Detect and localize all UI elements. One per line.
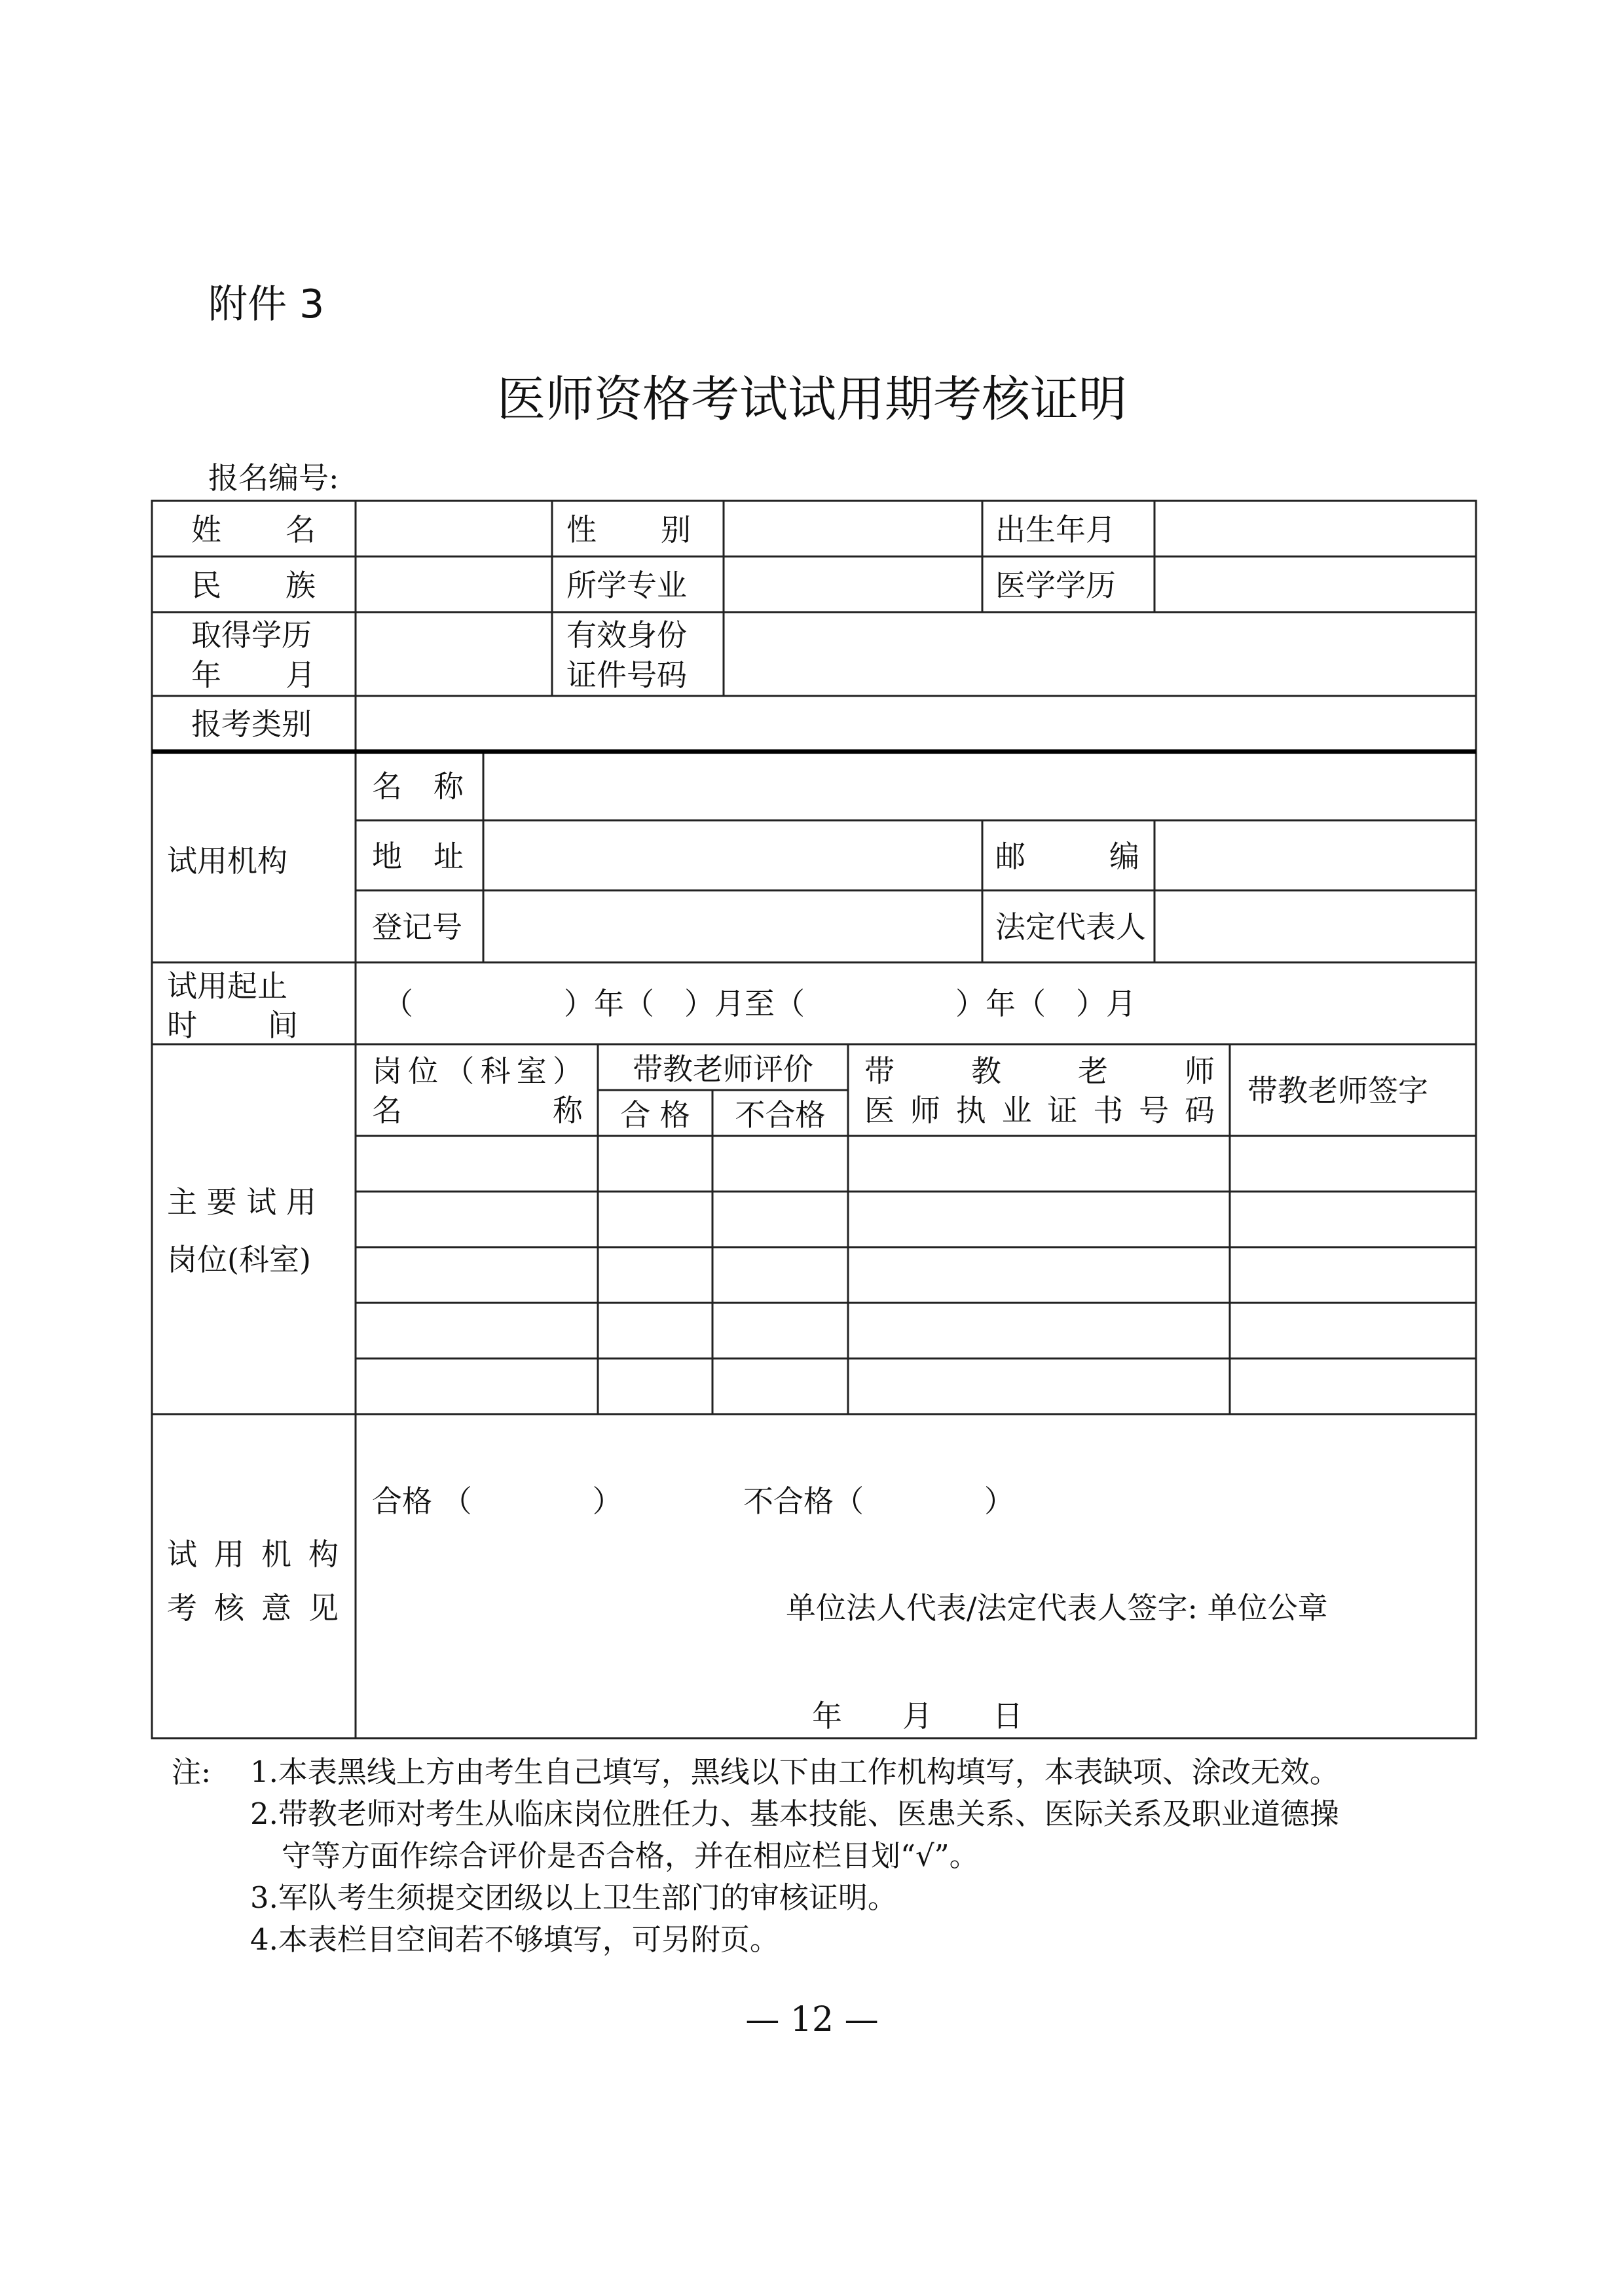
- post-row[interactable]: [356, 1247, 1476, 1303]
- fail-header: 不合格: [735, 1097, 826, 1133]
- trial-period-field[interactable]: （ ）年（ ）月至（ ）年（ ）月: [383, 986, 1136, 1021]
- inst-name-field[interactable]: [483, 752, 1476, 820]
- inst-name-label: 名 称: [372, 769, 464, 804]
- review-fail-option[interactable]: 不合格（ ）: [743, 1484, 1014, 1519]
- note-item: 4.本表栏目空间若不够填写，可另附页。: [250, 1922, 779, 1957]
- birth-field[interactable]: [1154, 501, 1476, 556]
- mentor-eval-header: 带教老师评价: [633, 1051, 813, 1087]
- institution-label: 试用机构: [167, 843, 287, 879]
- mentor-cert-header-line1: 带 教 老 师: [864, 1053, 1215, 1089]
- review-date[interactable]: 年 月 日: [812, 1698, 1023, 1734]
- post-name-header-line2: 名 称: [372, 1093, 583, 1128]
- inst-legal-rep-label: 法定代表人: [995, 909, 1146, 945]
- inst-reg-label: 登记号: [372, 909, 462, 945]
- degree-date-label-line2: 年 月: [191, 657, 316, 693]
- id-label-line2: 证件号码: [566, 657, 687, 693]
- review-label-line2: 考 核 意 见: [167, 1590, 339, 1626]
- posts-label-line2: 岗位(科室): [167, 1242, 311, 1277]
- posts-label-line1: 主 要 试 用: [167, 1184, 316, 1220]
- review-label-line1: 试 用 机 构: [167, 1537, 339, 1572]
- mentor-cert-header-line2: 医师执业证书号码: [864, 1093, 1215, 1128]
- post-row[interactable]: [356, 1192, 1476, 1247]
- degree-date-field[interactable]: [356, 612, 552, 696]
- review-pass-option[interactable]: 合格 （ ）: [372, 1484, 623, 1519]
- id-label-line1: 有效身份: [566, 617, 687, 653]
- degree-label: 医学学历: [995, 568, 1116, 603]
- major-field[interactable]: [724, 556, 982, 612]
- exam-category-label: 报考类别: [191, 706, 312, 742]
- note-item: 2.带教老师对考生从临床岗位胜任力、基本技能、医患关系、医际关系及职业道德操: [250, 1796, 1339, 1831]
- review-signature-line[interactable]: 单位法人代表/法定代表人签字: 单位公章: [786, 1590, 1328, 1626]
- note-item-continuation: 守等方面作综合评价是否合格，并在相应栏目划“√”。: [282, 1838, 979, 1873]
- note-item: 3.军队考生须提交团级以上卫生部门的审核证明。: [250, 1880, 897, 1915]
- inst-postcode-label: 邮 编: [995, 839, 1139, 874]
- page-number: — 12 —: [745, 2000, 879, 2039]
- page-title: 医师资格考试试用期考核证明: [497, 371, 1127, 428]
- notes-label: 注:: [172, 1755, 212, 1789]
- pass-header: 合 格: [620, 1097, 690, 1133]
- gender-label: 性 别: [566, 512, 691, 547]
- name-field[interactable]: [356, 501, 552, 556]
- gender-field[interactable]: [724, 501, 982, 556]
- ethnicity-label: 民 族: [191, 568, 316, 603]
- mentor-sign-header: 带教老师签字: [1247, 1073, 1428, 1108]
- inst-legal-rep-field[interactable]: [1154, 890, 1476, 962]
- post-name-header-line1: 岗位（科室）: [372, 1053, 583, 1089]
- registration-number-label: 报名编号:: [208, 460, 339, 496]
- major-label: 所学专业: [566, 568, 687, 603]
- birth-label: 出生年月: [995, 512, 1116, 547]
- period-label-line1: 试用起止: [167, 968, 287, 1004]
- attachment-label: 附件 3: [208, 282, 325, 327]
- exam-category-field[interactable]: [356, 696, 1476, 752]
- inst-reg-field[interactable]: [483, 890, 982, 962]
- post-row[interactable]: [356, 1303, 1476, 1358]
- ethnicity-field[interactable]: [356, 556, 552, 612]
- note-item: 1.本表黑线上方由考生自己填写，黑线以下由工作机构填写，本表缺项、涂改无效。: [250, 1755, 1339, 1789]
- post-row[interactable]: [356, 1358, 1476, 1414]
- post-row[interactable]: [356, 1136, 1476, 1192]
- degree-date-label-line1: 取得学历: [191, 617, 312, 653]
- inst-address-field[interactable]: [483, 820, 982, 890]
- inst-postcode-field[interactable]: [1154, 820, 1476, 890]
- name-label: 姓 名: [191, 512, 316, 547]
- inst-address-label: 地 址: [372, 839, 464, 874]
- degree-field[interactable]: [1154, 556, 1476, 612]
- period-label-line2: 时 间: [167, 1008, 298, 1043]
- id-number-field[interactable]: [724, 612, 1476, 696]
